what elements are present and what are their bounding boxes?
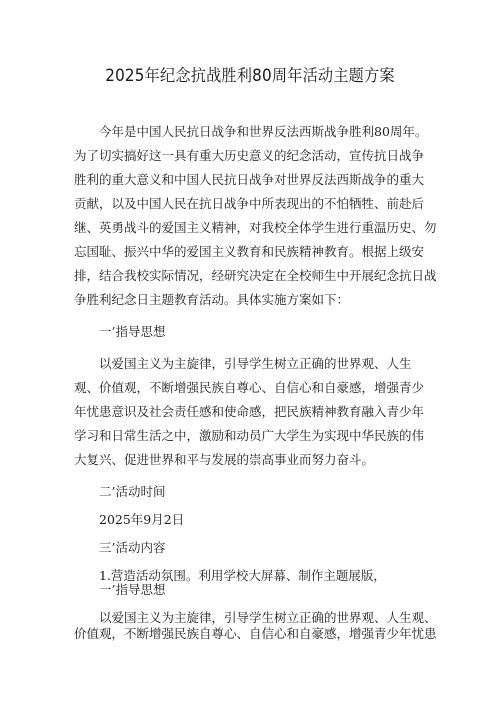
intro-line: 忘国耻、振兴中华的爱国主义教育和民族精神教育。根据上级安 [74, 244, 425, 259]
section-heading: 一’指导思想 [99, 582, 166, 597]
section-heading: 三’活动内容 [99, 540, 166, 555]
section1-line: 观、价值观，不断增强民族自尊心、自信心和自豪感，增强青少 [74, 380, 425, 395]
section-heading: 一’指导思想 [99, 324, 166, 339]
intro-line: 排，结合我校实际情况，经研究决定在全校师生中开展纪念抗日战 [74, 268, 437, 283]
activity-date: 2025年9月2日 [99, 512, 185, 527]
section1-line: 学习和日常生活之中，激励和动员广大学生为实现中华民族的伟 [74, 428, 425, 443]
section1-line: 大复兴、促进世界和平与发展的崇高事业而努力奋斗。 [74, 452, 375, 467]
repeat-line: 以爱国主义为主旋律，引导学生树立正确的世界观、人生观、 [99, 610, 437, 625]
repeat-line: 价值观，不断增强民族自尊心、自信心和自豪感，增强青少年忧患 [74, 626, 437, 641]
intro-line: 胜利的重大意义和中国人民抗日战争对世界反法西斯战争的重大 [74, 172, 425, 187]
section3-item: 1.营造活动氛围。利用学校大屏幕、制作主题展版， [99, 568, 386, 583]
document-title: 2025年纪念抗战胜利80周年活动主题方案 [105, 66, 395, 85]
intro-line: 继、英勇战斗的爱国主义精神，对我校全体学生进行重温历史、勿 [74, 220, 437, 235]
intro-line: 争胜利纪念日主题教育活动。具体实施方案如下： [74, 292, 350, 307]
section1-line: 以爱国主义为主旋律，引导学生树立正确的世界观、人生 [99, 356, 412, 371]
section-heading: 二’活动时间 [99, 484, 166, 499]
section1-line: 年忧患意识及社会责任感和使命感，把民族精神教育融入青少年 [74, 404, 425, 419]
intro-line: 今年是中国人民抗日战争和世界反法西斯战争胜利80周年。 [99, 124, 428, 139]
intro-line: 贡献，以及中国人民在抗日战争中所表现出的不怕牺牲、前赴后 [74, 196, 425, 211]
intro-line: 为了切实搞好这一具有重大历史意义的纪念活动，宣传抗日战争 [74, 148, 425, 163]
